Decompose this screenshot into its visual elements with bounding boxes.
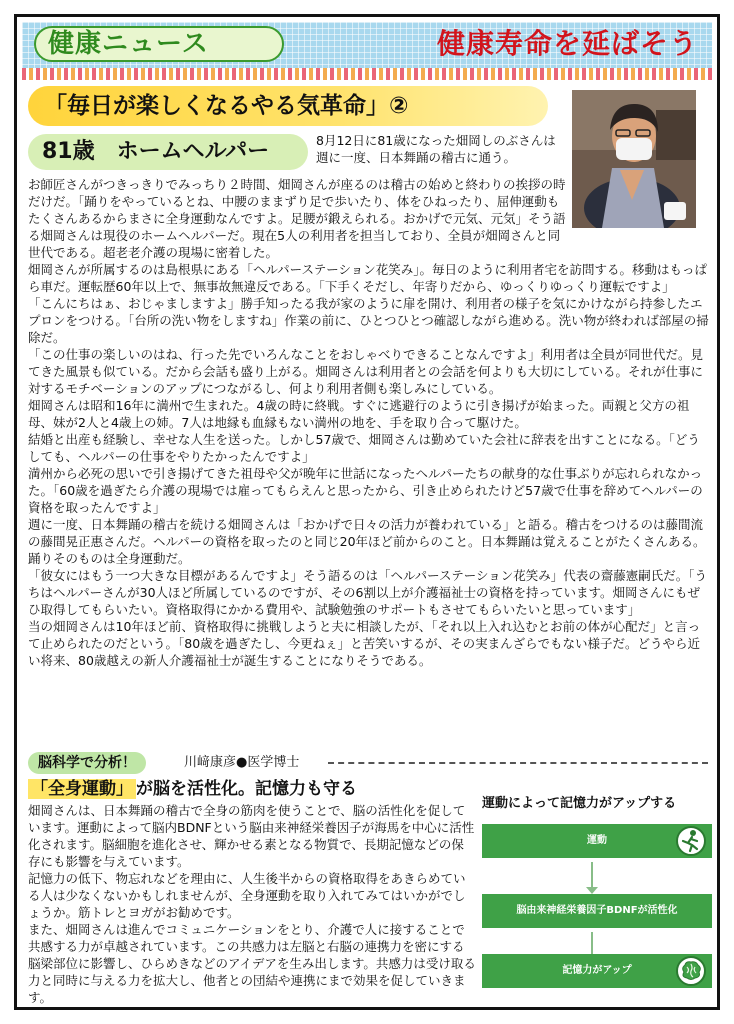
- body-paragraph: お師匠さんがつきっきりでみっちり２時間、畑岡さんが座るのは稽古の始めと終わりの挨拶の時だけだ。「踊りをやっているとね、中腰のままずり足で歩いたり、体をひねったり、屈伸運動もたくさんあるからまさに全身運動なんですよ。足腰が鍛えられる。おかげで元気、元気」そう語る畑岡さんは現役のホームヘルパーだ。現在5人の利用者を担当しており、全員が畑岡さんと同世代である。超老老介護の現場に密着した。: [28, 177, 566, 260]
- dashed-divider: [328, 762, 708, 764]
- diagram-step-exercise: [482, 824, 712, 858]
- brain-icon: [676, 956, 706, 986]
- science-paragraph: また、畑岡さんは進んでコミュニケーションをとり、介護で人に接することで共感する力が卓越されています。この共感力は左脳と右脳の連携力を密にする脳梁部位に影響し、ひらめきなどのアイデアを生み出します。共感力は受け取る力と同時に与える力を拡大し、他者との団結や連携にまで効果を促していきます。: [28, 922, 476, 1005]
- science-body: [28, 802, 476, 1006]
- diagram-title: 運動によって記憶力がアップする: [482, 796, 677, 811]
- diagram-arrow: [591, 862, 593, 890]
- body-paragraph: 当の畑岡さんは10年ほど前、資格取得に挑戦しようと夫に相談したが、「それ以上入れ込むとお前の体が心配だ」と言って止められたのだという。「80歳を過ぎたし、今更ねぇ」と苦笑いするが、その実まんざらでもない様子だ。どうやら近い将来、80歳越えの新人介護福祉士が誕生することになりそうである。: [28, 619, 701, 668]
- body-paragraph: 満州から必死の思いで引き揚げてきた祖母や父が晩年に世話になったヘルパーたちの献身的な仕事ぶりが忘れられなかった。「60歳を過ぎたら介護の現場では雇ってもらえんと思ったから、引き止められたけど57歳で仕事を辞めてヘルパーの資格を取ったんですよ」: [28, 466, 703, 515]
- banner-right-title: 健康寿命を延ばそう: [436, 27, 698, 60]
- science-title-rest: が脳を活性化。記憶力も守る: [136, 779, 357, 799]
- body-paragraph: 結婚と出産も経験し、幸せな人生を送った。しかし57歳で、畑岡さんは勤めていた会社に辞表を出すことになる。「どうしても、ヘルパーの仕事をやりたかったんですよ」: [28, 432, 700, 464]
- analysis-author: 川﨑康彦●医学博士: [184, 755, 300, 770]
- diagram-step-memory: [482, 954, 712, 988]
- body-paragraph: 畑岡さんは昭和16年に満州で生まれた。4歳の時に終戦。すぐに逃避行のように引き揚げが始まった。両親と父方の祖母、妹が2人と4歳上の姉。7人は地縁も血縁もない満州の地を、手を取り合って駆けた。: [28, 398, 690, 430]
- science-title-highlight: 「全身運動」: [28, 779, 136, 799]
- running-person-icon: [676, 826, 706, 856]
- science-paragraph: 畑岡さんは、日本舞踊の稽古で全身の筋肉を使うことで、脳の活性化を促しています。運動によって脳内BDNFという脳由来神経栄養因子が海馬を中心に活性化されます。脳細胞を進化させ、輝かせる素となる物質で、長期記憶などの保存にも影響を与えています。: [28, 803, 475, 869]
- analysis-tag: 脳科学で分析！: [28, 752, 146, 774]
- science-title: [28, 778, 357, 800]
- memory-diagram: [478, 788, 714, 1000]
- body-paragraph: 「こんにちはぁ、おじゃましますよ」勝手知ったる我が家のように扉を開け、利用者の様子を気にかけながら持参したエプロンをつける。「台所の洗い物をしますね」作業の前に、ひとつひとつ確認しながら進める。洗い物が終われば部屋の掃除だ。: [28, 296, 709, 345]
- brain-icon: [678, 958, 704, 984]
- banner-stripe: [22, 68, 712, 80]
- body-paragraph: 「この仕事の楽しいのはね、行った先でいろんなことをおしゃべりできることなんですよ」利用者は全員が同世代だ。見てきた風景も似ている。だから会話も盛り上がる。畑岡さんは利用者との会話を何よりも大切にしている。それが仕事に対するモチベーションのアップにつながるし、何より利用者側も楽しみにしている。: [28, 347, 704, 396]
- body-paragraph: 週に一度、日本舞踊の稽古を続ける畑岡さんは「おかげで日々の活力が養われている」と語る。稽古をつけるのは藤間流の藤間晃正惠さんだ。ヘルパーの資格を取ったのと同じ20年ほど前からのこと。日本舞踊は覚えることがたくさんある。踊りそのものは全身運動だ。: [28, 517, 706, 566]
- diagram-step-label: 運動: [587, 835, 607, 846]
- article-intro: 8月12日に81歳になった畑岡しのぶさんは週に一度、日本舞踊の稽古に通う。: [316, 133, 556, 165]
- article-subhead: 81歳 ホームヘルパー: [28, 134, 308, 170]
- article-headline: 「毎日が楽しくなるやる気革命」②: [28, 86, 548, 126]
- analysis-bar: [28, 752, 708, 774]
- running-person-icon: [678, 828, 704, 854]
- science-paragraph: 記憶力の低下、物忘れなどを理由に、人生後半からの資格取得をあきらめている人は少なくないかもしれませんが、全身運動を取り入れてみてはいかがでしょうか。筋トレとヨガがお勧めです。: [28, 871, 466, 920]
- body-paragraph: 畑岡さんが所属するのは島根県にある「ヘルパーステーション花笑み」。毎日のように利用者宅を訪問する。移動はもっぱら車だ。運転歴60年以上で、無事故無違反である。「下手くそだし、年寄りだから、ゆっくりゆっくり運転ですよ」: [28, 262, 708, 294]
- banner-left-title: 健康ニュース: [34, 26, 284, 62]
- body-paragraph: 「彼女にはもう一つ大きな目標があるんですよ」そう語るのは「ヘルパーステーション花笑み」代表の齋藤憲嗣氏だ。「うちはヘルパーさんが30人ほど所属しているのですが、その6割以上が介護福祉士の資格を持っています。畑岡さんにもぜひ取得してもらいたい。資格取得にかかる費用や、試験勉強のサポートもさせてもらいたいと思っています」: [28, 568, 708, 617]
- article-body: [28, 176, 712, 669]
- header-banner: [22, 22, 712, 68]
- diagram-step-label: 記憶力がアップ: [562, 965, 632, 976]
- diagram-step-bdnf: 脳由来神経栄養因子BDNFが活性化: [482, 894, 712, 928]
